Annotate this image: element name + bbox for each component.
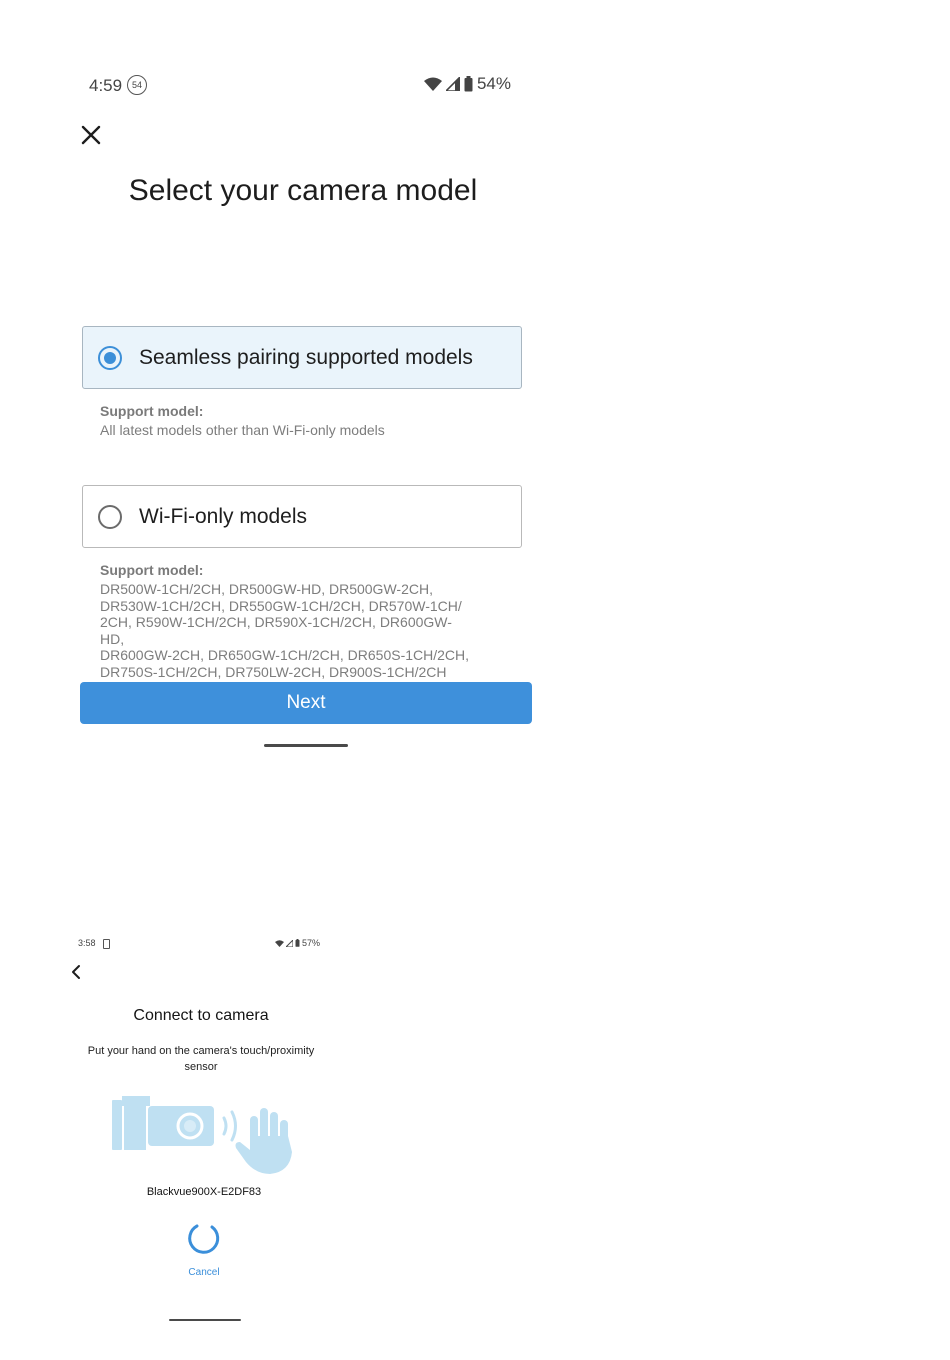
dashcam-hand-illustration [108,1092,296,1176]
home-indicator[interactable] [264,744,348,747]
back-arrow-icon[interactable] [68,963,84,981]
connect-title: Connect to camera [133,1007,269,1024]
loading-spinner-icon [187,1222,221,1256]
option-label: Wi-Fi-only models [139,505,308,528]
status-bar [89,74,511,98]
close-icon[interactable] [78,122,104,148]
device-name: Blackvue900X-E2DF83 [146,1186,262,1198]
support-model-title: Support model: [100,562,204,578]
radio-selected-icon[interactable] [98,346,122,370]
status-icons [275,938,320,948]
support-model-line: 2CH, R590W-1CH/2CH, DR590X-1CH/2CH, DR600GW-HD, [100,614,452,647]
option-seamless-pairing[interactable] [82,326,522,389]
wifi-icon [275,940,284,947]
support-model-line: DR500W-1CH/2CH, DR500GW-HD, DR500GW-2CH, [100,581,433,597]
battery-icon [464,76,473,92]
cancel-button[interactable]: Cancel [188,1267,220,1278]
wifi-icon [424,77,442,91]
instructions-line: Put your hand on the camera's touch/proximity [87,1045,315,1057]
home-indicator[interactable] [169,1319,241,1321]
battery-percent: 54% [476,74,511,93]
support-model-line: DR750S-1CH/2CH, DR750LW-2CH, DR900S-1CH/2CH [100,663,447,680]
status-bar [78,938,320,950]
support-model-line: DR600GW-2CH, DR650GW-1CH/2CH, DR650S-1CH/2CH, [100,647,470,663]
cell-signal-icon [446,77,460,91]
support-model-text: All latest models other than Wi-Fi-only models [100,422,385,438]
support-model-list [100,581,470,680]
option-label: Seamless pairing supported models [139,346,473,369]
battery-percent: 57% [301,938,320,948]
status-time: 3:58 [78,938,96,948]
support-model-title: Support model: [100,403,204,419]
cell-signal-icon [286,940,293,947]
radio-unselected-icon[interactable] [98,505,122,529]
connect-instructions [80,1043,322,1075]
status-icons [424,74,511,94]
battery-icon [295,939,300,947]
next-button[interactable]: Next [80,682,532,724]
instructions-line: sensor [184,1061,218,1073]
support-model-line: DR530W-1CH/2CH, DR550GW-1CH/2CH, DR570W-1CH/ [100,597,462,614]
option-wifi-only[interactable] [82,485,522,548]
battery-saver-icon [103,939,110,949]
notification-badge: 54 [127,75,147,95]
page-title: Select your camera model [128,174,478,207]
status-time: 4:59 [89,76,123,95]
